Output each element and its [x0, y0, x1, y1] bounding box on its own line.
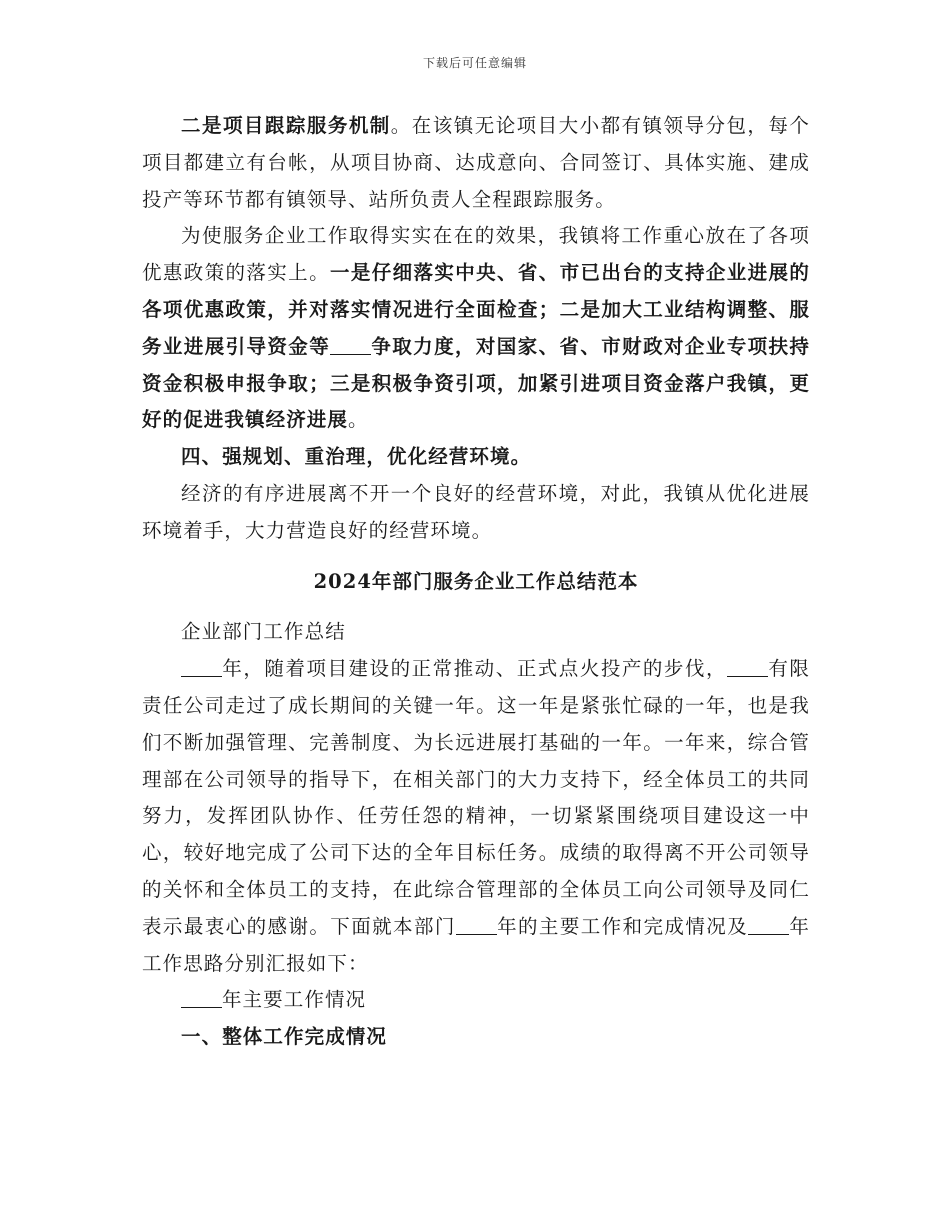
paragraph-text: 年工作思路分别汇报如下：	[142, 914, 810, 975]
paragraph-text: 年的主要工作和完成情况及	[496, 914, 749, 938]
document-body	[142, 108, 810, 1056]
paragraph-lead-bold: 二是项目跟踪服务机制	[181, 114, 391, 137]
paragraph-project-tracking	[142, 108, 810, 218]
paragraph-text: 年，随着项目建设的正常推动、正式点火投产的步伐，	[221, 657, 728, 681]
paragraph-business-environment: 经济的有序进展离不开一个良好的经营环境，对此，我镇从优化进展环境着手，大力营造良好的经营环境。	[142, 481, 810, 542]
paragraph-annual-summary	[142, 651, 810, 982]
paragraph-text: 为使服务企业工作取得实实在在的效果，我镇将工作重心放在了各项优惠政策的落实上。	[142, 224, 810, 285]
fill-in-blank	[181, 988, 222, 1009]
paragraph-policy-implementation	[142, 218, 810, 439]
fill-in-blank	[330, 334, 371, 355]
section-subtitle: 企业部门工作总结	[181, 620, 346, 644]
section-heading-four: 四、强规划、重治理，优化经营环境。	[181, 445, 532, 469]
paragraph-text: 。	[348, 408, 369, 432]
fill-in-blank	[181, 657, 222, 678]
paragraph-text: 。在该镇无论项目大小都有镇领导分包，每个项目都建立有台帐，从项目协商、达成意向、合同签订、具体实施、建成投产等环节都有镇领导、站所负责人全程跟踪服务。	[142, 114, 810, 211]
paragraph-text: 有限责任公司走过了成长期间的关键一年。这一年是紧张忙碌的一年，也是我们不断加强管理、完善制度、为长远进展打基础的一年。一年来，综合管理部在公司领导的指导下，在相关部门的大力支持下，经全体员工的共同努力，发挥团队协作、任劳任怨的精神，一切紧紧围绕项目建设这一中心，较好地完成了公司下达的全年目标任务。成绩的取得离不开公司领导的关怀和全体员工的支持，在此综合管理部的全体员工向公司领导及同仁表示最衷心的感谢。下面就本部门	[142, 657, 811, 938]
paragraph-bold-text: 一是仔细落实中央、省、市已出台的支持企业进展的各项优惠政策，并对落实情况进行全面检查；二是加大工业结构调整、服务业进展引导资金等	[142, 261, 810, 358]
page-header-note: 下载后可任意编辑	[422, 56, 527, 70]
paragraph-bold-text: 争取力度，对国家、省、市财政对企业专项扶持资金积极申报争取；三是积极争资引项，加紧引进项目资金落户我镇，更好的促进我镇经济进展	[142, 334, 810, 432]
document-title: 2024年部门服务企业工作总结范本	[313, 569, 639, 593]
paragraph-main-work	[142, 982, 810, 1019]
paragraph-text: 年主要工作情况	[221, 988, 367, 1012]
fill-in-blank	[748, 914, 789, 935]
fill-in-blank	[456, 914, 497, 935]
section-heading-one: 一、整体工作完成情况	[181, 1025, 388, 1049]
fill-in-blank	[727, 657, 768, 678]
